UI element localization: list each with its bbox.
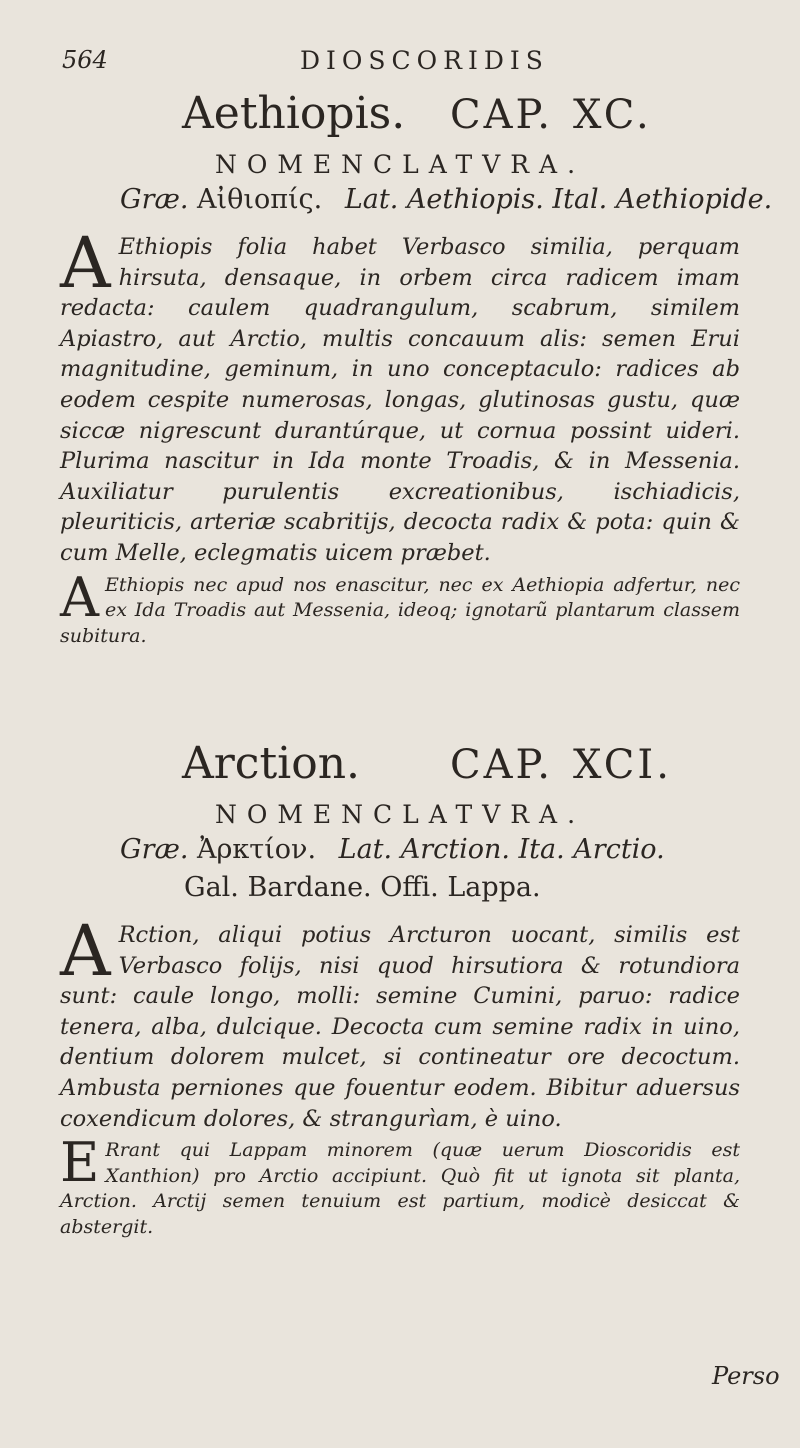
chapter-title: Aethiopis. <box>182 88 406 139</box>
synonyms-line: Græ. Αἰθιοπίς. Lat. Aethiopis. Ital. Aethiopide. <box>120 184 773 215</box>
drop-cap: E <box>60 1131 100 1195</box>
chapter-text: A Rction, aliqui potius Arcturon uocant, similis est Verbasco folijs, nisi quod hirsutiora & rotundiora sunt: caule longo, molli: semine Cumini, paruo: radice tenera, alba, dulcique. Decocta cum semine radix in uino, dentium dolorem mulcet, si contineatur ore decoctum. Ambusta perniones que fouentur eodem. Bibitur aduersus coxendicum dolores, & strangurìam, è uino. <box>60 910 740 1132</box>
chapter-heading <box>0 738 800 798</box>
chapter-heading <box>0 88 800 148</box>
running-title: DIOSCORIDIS <box>300 46 549 75</box>
page-number: 564 <box>62 46 108 74</box>
drop-cap: A <box>60 910 111 992</box>
chapter-title: Arction. <box>182 738 361 789</box>
nomenclatura-heading: NOMENCLATVRA. <box>214 800 586 829</box>
commentary-note: E Rrant qui Lappam minorem (quæ uerum Dioscoridis est Xanthion) pro Arctio accipiunt. Quò fit ut ignota sit planta, Arction. Arctij semen tenuium est partium, modicè desiccat & abstergit. <box>60 1131 740 1238</box>
commentary-note: A Ethiopis nec apud nos enascitur, nec ex Aethiopia adfertur, nec ex Ida Troadis aut Messenia, ideoq; ignotarũ plantarum classem subitura. <box>60 565 740 647</box>
chapter-arction <box>0 738 800 1240</box>
synonyms-line: Græ. Ἀρκτίον. Lat. Arction. Ita. Arctio. <box>120 834 665 865</box>
drop-cap: A <box>60 222 111 304</box>
chapter-text: A Ethiopis folia habet Verbasco similia, perquam hirsuta, densaque, in orbem circa radicem imam redacta: caulem quadrangulum, scabrum, similem Apiastro, aut Arctio, multis concauum alis: semen Erui magnitudine, geminum, in uno conceptaculo: radices ab eodem cespite numerosas, longas, glutinosas gustu, quæ siccæ nigrescunt durantúrque, ut cornua possint uideri. Plurima nascitur in Ida monte Troadis, & in Messenia. Auxiliatur purulentis excreationibus, ischiadicis, pleuriticis, arteriæ scabritijs, decocta radix & pota: quin & cum Melle, eclegmatis uicem præbet. <box>60 222 740 566</box>
drop-cap: A <box>60 565 99 629</box>
nomenclatura-heading: NOMENCLATVRA. <box>214 150 586 179</box>
running-head <box>0 42 800 82</box>
chapter-aethiopis <box>0 88 800 649</box>
chapter-number: CAP. XCI. <box>450 742 672 788</box>
synonyms-line-2: Gal. Bardane. Offi. Lappa. <box>184 872 541 903</box>
catchword: Perso <box>712 1362 780 1390</box>
chapter-number: CAP. XC. <box>450 92 652 138</box>
